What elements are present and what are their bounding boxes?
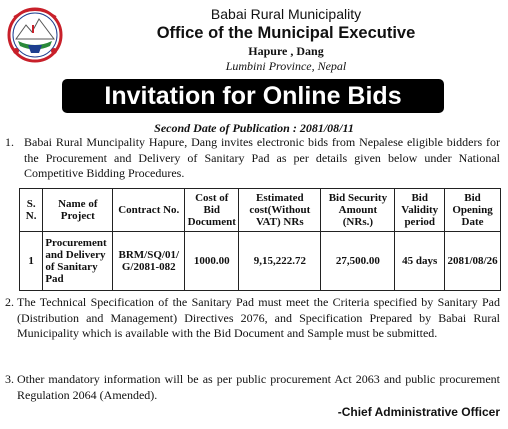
paragraph-2-text: The Technical Specification of the Sanitary Pad must meet the Criteria specified by Sanitary Pad (Distribution and Management) Directives 2076, and Specification Prepared by Babai Rural Municipality which is available with the Bid Document and Sample must be submitted. [17, 295, 500, 340]
province-name: Lumbini Province, Nepal [225, 59, 347, 73]
cell-bid-document-cost: 1000.00 [185, 232, 239, 291]
cell-sn: 1 [20, 232, 43, 291]
publication-date: Second Date of Publication : 2081/08/11 [154, 121, 354, 135]
header-bid-validity: Bid Validity period [395, 189, 445, 232]
office-location: Hapure , Dang [248, 44, 324, 58]
header-sn: S. N. [20, 189, 43, 232]
paragraph-3-text: Other mandatory information will be as per public procurement Act 2063 and public procurement Regulation 2064 (Amended). [17, 372, 500, 402]
header-bid-document-cost: Cost of Bid Document [185, 189, 239, 232]
header-project-name: Name of Project [43, 189, 113, 232]
paragraph-1 [5, 135, 500, 182]
paragraph-2-number: 2. [5, 295, 14, 309]
cell-project-name: Procurement and Delivery of Sanitary Pad [43, 232, 113, 291]
notice-title-banner: Invitation for Online Bids [62, 79, 444, 113]
cell-bid-opening: 2081/08/26 [445, 232, 501, 291]
cell-contract-no: BRM/SQ/01/ G/2081-082 [113, 232, 185, 291]
header-bid-security: Bid Security Amount (NRs.) [321, 189, 395, 232]
bid-details-table [19, 188, 501, 291]
paragraph-2 [5, 295, 500, 342]
header-bid-opening: Bid Opening Date [445, 189, 501, 232]
nepal-emblem-logo [6, 5, 64, 63]
table-row [20, 232, 501, 291]
header-contract-no: Contract No. [113, 189, 185, 232]
paragraph-1-text: Babai Rural Muncipality Hapure, Dang invites electronic bids from Nepalese eligible bidders for the Procurement and Delivery of Sanitary Pad as per details given below under National Competitive Bidding Procedures. [24, 135, 500, 180]
signature-line: -Chief Administrative Officer [337, 405, 500, 419]
paragraph-3 [5, 372, 500, 403]
office-name: Office of the Municipal Executive [156, 24, 416, 42]
table-header-row [20, 189, 501, 232]
cell-bid-security: 27,500.00 [321, 232, 395, 291]
paragraph-1-number: 1. [5, 135, 14, 149]
header-estimated-cost: Estimated cost(Without VAT) NRs [239, 189, 321, 232]
cell-estimated-cost: 9,15,222.72 [239, 232, 321, 291]
cell-bid-validity: 45 days [395, 232, 445, 291]
municipality-name: Babai Rural Municipality [210, 6, 362, 22]
paragraph-3-number: 3. [5, 372, 14, 386]
